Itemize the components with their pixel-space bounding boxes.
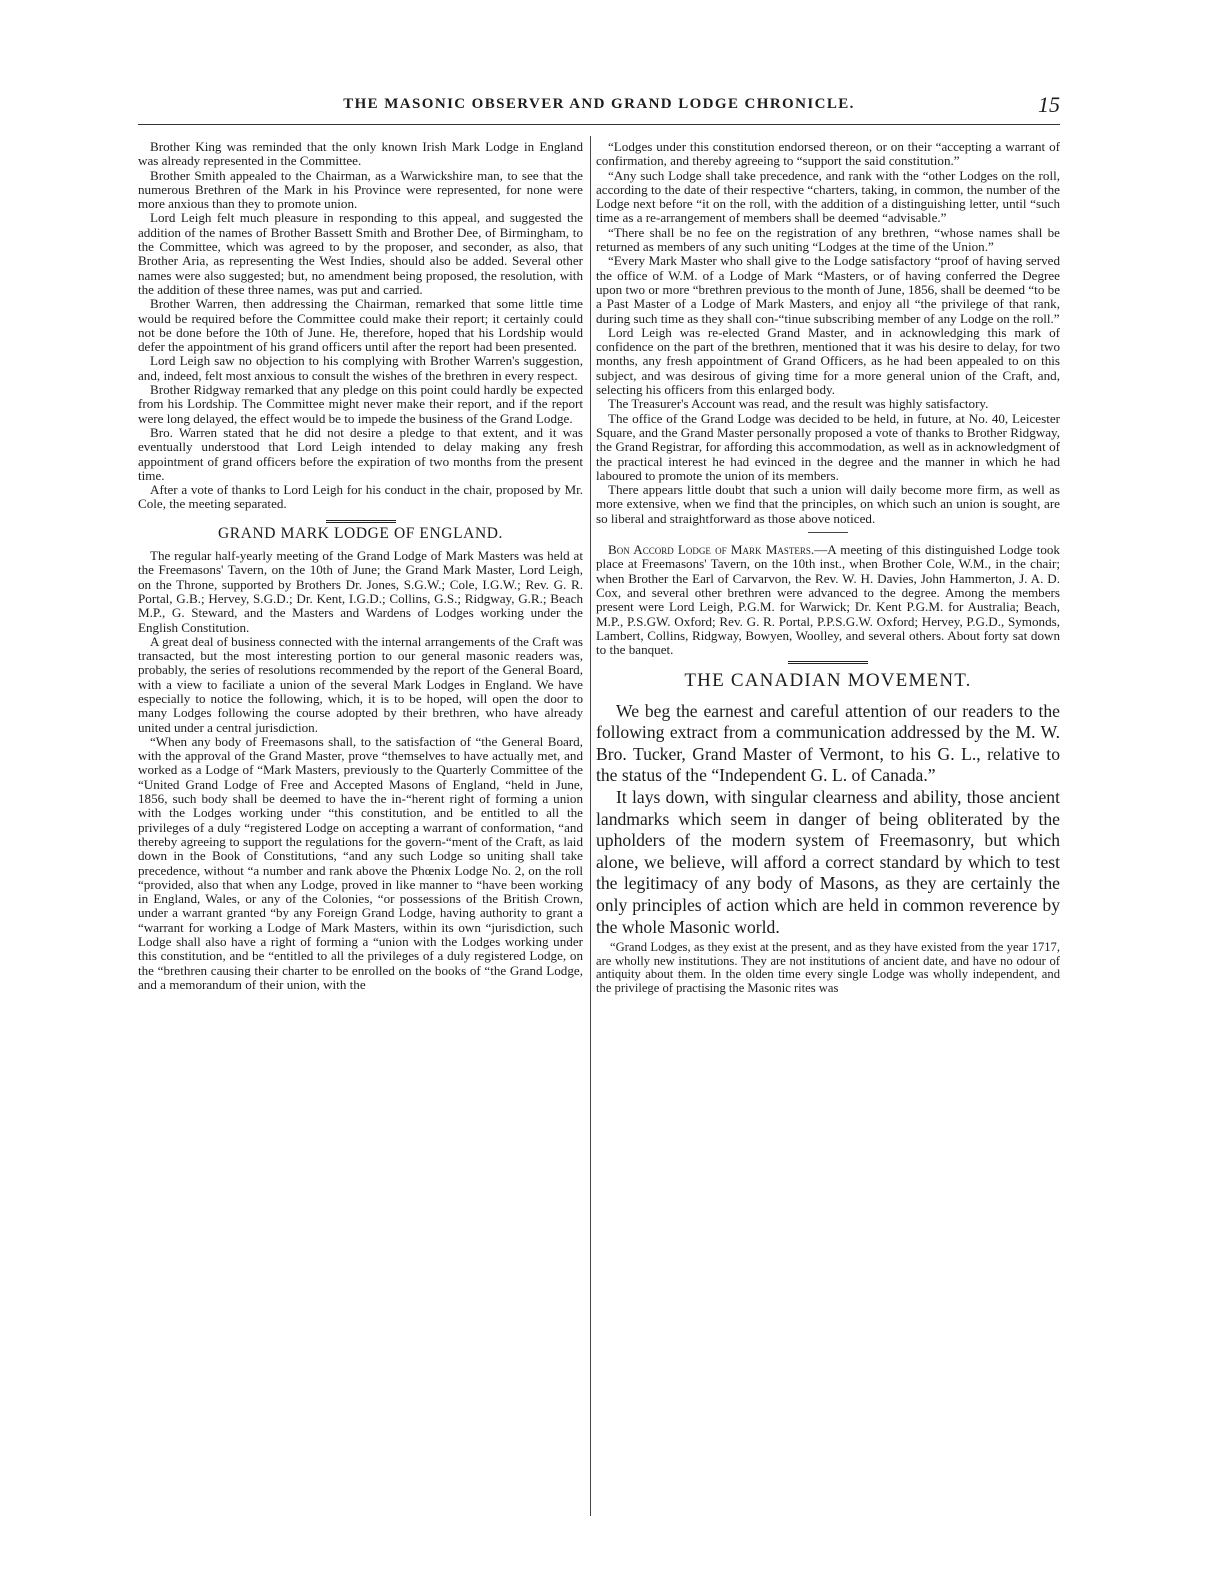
paragraph: The Treasurer's Account was read, and the result was highly satisfactory. — [608, 396, 989, 412]
publication-title: THE MASONIC OBSERVER AND GRAND LODGE CHRONICLE. — [343, 96, 855, 112]
quoted-extract: “Grand Lodges, as they exist at the present, and as they have existed from the year 1717, are wholly new institutions. They are not institutions of ancient date, and have no odour of antiquity about them. In the olden time every single Lodge was wholly independent, and the privilege of practising the Masonic rites was — [596, 940, 1060, 995]
page-header — [138, 92, 1060, 125]
paragraph: Lord Leigh saw no objection to his complying with Brother Warren's suggestion, and, indeed, felt most anxious to consult the wishes of the brethren in every respect. — [138, 353, 583, 383]
section-divider — [788, 661, 868, 664]
column-divider — [590, 136, 591, 1516]
lodge-name: Bon Accord Lodge of Mark Masters. — [608, 542, 815, 558]
quoted-resolution: “Every Mark Master who shall give to the Lodge satisfactory “proof of having served the office of W.M. of a Lodge of Mark “Masters, or of having conferred the Degree upon two or more “brethren previous to the month of June, 1856, shall be deemed “to be a Past Master of a Lodge of Mark Masters, and enjoy all “the privilege of that rank, during such time as they shall con-“tinue subscribing member of any Lodge on the roll.” — [596, 253, 1060, 326]
paragraph: The regular half-yearly meeting of the Grand Lodge of Mark Masters was held at the Freemasons' Tavern, on the 10th of June; the Grand Mark Master, Lord Leigh, on the Throne, supported by Brothers Dr. Jones, S.G.W.; Cole, I.G.W.; Rev. G. R. Portal, G.B.; Hervey, S.G.D.; Dr. Kent, I.G.D.; Collins, G.S.; Ridgway, G.R.; Beach M.P., G. Steward, and the Masters and Wardens of Lodges working under the English Constitution. — [138, 548, 583, 635]
section-title-grand-mark-lodge: GRAND MARK LODGE OF ENGLAND. — [217, 524, 504, 542]
paragraph: A great deal of business connected with the internal arrangements of the Craft was transacted, but the most interesting portion to our general masonic readers was, probably, the series of resolutions recommended by the report of the General Board, with a view to faciliate a union of the several Mark Lodges in England. We have especially to notice the following, which, it is to be hoped, will open the door to many Lodges following the course adopted by their brethren, who have already united under a central jurisdiction. — [138, 633, 583, 735]
paragraph-bon-accord — [596, 543, 1060, 657]
section-title-canadian-movement: THE CANADIAN MOVEMENT. — [684, 670, 972, 692]
paragraph: After a vote of thanks to Lord Leigh for his conduct in the chair, proposed by Mr. Cole, the meeting separated. — [138, 482, 583, 512]
paragraph: There appears little doubt that such a union will daily become more firm, as well as more extensive, when we find that the principles, on which such an union is sought, are so liberal and straightforward as those above noticed. — [596, 482, 1060, 526]
paragraph: Brother Smith appealed to the Chairman, as a Warwickshire man, to see that the numerous Brethren of the Mark in his Province were represented, for none were more anxious than they to promote union. — [138, 167, 583, 212]
paragraph: Bro. Warren stated that he did not desire a pledge to that extent, and it was eventually understood that Lord Leigh intended to delay making any fresh appointment of grand officers before the expiration of two months from the present time. — [138, 424, 583, 483]
section-divider — [326, 520, 396, 523]
paragraph: Lord Leigh was re-elected Grand Master, and in acknowledging this mark of confidence on the part of the brethren, mentioned that it was his desire to delay, for two months, any fresh appointment of Grand Officers, as he had been appealed to on this subject, and was desirous of giving time for a more general union of the Craft, and, selecting his officers from this enlarged body. — [596, 324, 1060, 398]
paragraph: Lord Leigh felt much pleasure in responding to this appeal, and suggested the addition of the names of Brother Bassett Smith and Brother Dee, of Birmingham, to the Committee, which was agreed to by the proposer, and seconder, as also, that Brother Aria, as representing the West Indies, should also be added. Several other names were also suggested; but, no amendment being proposed, the resolution, with the addition of these three names, was put and carried. — [138, 210, 583, 297]
divider — [808, 532, 848, 533]
left-column — [138, 140, 583, 992]
lead-paragraph: It lays down, with singular clearness and ability, those ancient landmarks which seem in danger of being obliterated by the upholders of the modern system of Freemasonry, but which alone, we believe, will afford a correct standard by which to test the legitimacy of any body of Masons, as they are certainly the only principles of action which are held in common reverence by the whole Masonic world. — [596, 787, 1060, 937]
paragraph-body: —A meeting of this distinguished Lodge took place at Freemasons' Tavern, on the 10th inst., when Brother Cole, W.M., in the chair; when Brother the Earl of Carvarvon, the Rev. W. H. Davies, John Hammerton, J. A. D. Cox, and several other brethren were advanced to the degree. Among the members present were Lord Leigh, P.G.M. for Warwick; Dr. Kent P.G.M. for Australia; Beach, M.P., P.S.GW. Oxford; Rev. G. R. Portal, P.P.S.G.W. Oxford; Hervey, P.G.D., Symonds, Lambert, Collins, Ridgway, Bowyen, Woolley, and several others. About forty sat down to the banquet. — [596, 542, 1060, 658]
paragraph: The office of the Grand Lodge was decided to be held, in future, at No. 40, Leicester Square, and the Grand Master personally proposed a vote of thanks to Brother Ridgway, the Grand Registrar, for affording this accommodation, as well as in acknowledgment of the practical interest he had evinced in the degree and the manner in which he had laboured to promote the union of its members. — [596, 410, 1060, 483]
quoted-resolution: “When any body of Freemasons shall, to the satisfaction of “the General Board, with the approval of the Grand Master, prove “themselves to have actually met, and worked as a Lodge of “Mark Masters, previously to the Quarterly Committee of the “United Grand Lodge of Free and Accepted Masons of England, “held in June, 1856, such body shall be deemed to have the in-“herent right of forming a union with the Lodges working under “this constitution, and be entitled to all the privileges of a duly “registered Lodge on accepting a warrant of conformation, “and thereby agreeing to support the regulations for the govern-“ment of the Craft, as laid down in the Book of Constitutions, “and any such Lodge so uniting shall take precedence, without “a number and rank above the Phœnix Lodge No. 2, on the roll “provided, also that when any Lodge, proved in like manner to “have been working in England, Wales, or any of the Colonies, “or possessions of the British Crown, under a warrant granted “by any Foreign Grand Lodge, having authority to grant a “warrant for working a Lodge of Mark Masters, within its own “jurisdiction, such Lodge shall also have a right of forming a “union with the Lodges working under this constitution, and be “entitled to all the privileges of a duly registered Lodge, on the “brethren causing their charter to be enrolled on the books of “the Grand Lodge, and a memorandum of their union, with the — [138, 733, 583, 992]
right-column — [596, 140, 1060, 996]
paragraph: Brother King was reminded that the only known Irish Mark Lodge in England was already represented in the Committee. — [138, 139, 583, 169]
quoted-resolution: “Any such Lodge shall take precedence, and rank with the “other Lodges on the roll, according to the date of their respective “charters, taking, in common, the number of the Lodge next before “it on the roll, with the addition of a distinguishing letter, until “such time as a re-arrangement of members shall be deemed “advisable.” — [596, 167, 1060, 226]
quoted-resolution: “There shall be no fee on the registration of any brethren, “whose names shall be returned as members of any such uniting “Lodges at the time of the Union.” — [596, 224, 1060, 255]
quoted-resolution: “Lodges under this constitution endorsed thereon, or on their “accepting a warrant of confirmation, and thereby agreeing to “support the said constitution.” — [596, 139, 1060, 169]
page-number: 15 — [1038, 92, 1060, 117]
paragraph: Brother Warren, then addressing the Chairman, remarked that some little time would be required before the Committee could make their report; it certainly could not be done before the 10th of June. He, therefore, hoped that his Lordship would defer the appointment of his grand officers until after the report had been presented. — [138, 296, 583, 355]
lead-paragraph: We beg the earnest and careful attention of our readers to the following extract from a communication addressed by the M. W. Bro. Tucker, Grand Master of Vermont, to his G. L., relative to the status of the “Independent G. L. of Canada.” — [596, 700, 1060, 786]
paragraph: Brother Ridgway remarked that any pledge on this point could hardly be expected from his Lordship. The Committee might never make their report, and if the report were long delayed, the effect would be to impede the business of the Grand Lodge. — [138, 382, 583, 426]
